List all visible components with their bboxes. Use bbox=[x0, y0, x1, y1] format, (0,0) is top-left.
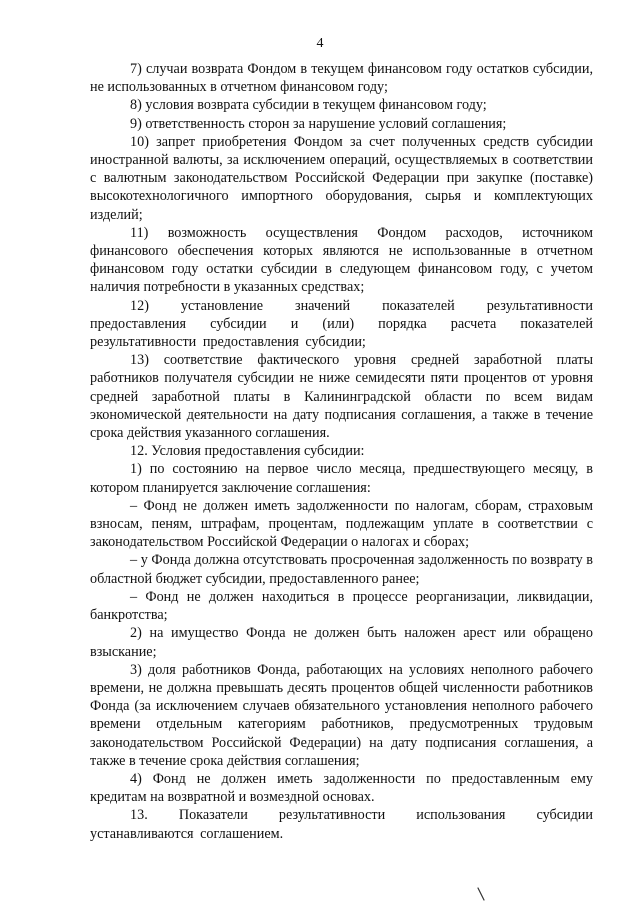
paragraph-item-8: 8) условия возврата субсидии в текущем финансовом году; bbox=[130, 97, 487, 114]
paragraph-item-7: 7) случаи возврата Фондом в текущем финансовом году остатков субсидии, не использованных в отчетном финансовом году; bbox=[90, 61, 593, 96]
paragraph-item-11: 11) возможность осуществления Фондом расходов, источником финансового обеспечения которых являются не использованные в отчетном финансовом году остатки субсидии в следующем финансовом году, с учетом наличия потребности в указанных средствах; bbox=[90, 224, 593, 296]
condition-1-dash-reorganization: – Фонд не должен находиться в процессе реорганизации, ликвидации, банкротства; bbox=[90, 588, 593, 624]
stray-pen-mark bbox=[476, 887, 486, 901]
paragraph-item-13: 13) соответствие фактического уровня средней заработной платы работников получателя субсидии не ниже семидесяти пяти процентов от уровня средней заработной платы в Калининградской области по всем видам экономической деятельности на дату подписания соглашения, а также в течение срока действия указанного соглашения. bbox=[90, 352, 593, 442]
document-body bbox=[90, 60, 593, 843]
paragraph-item-9: 9) ответственность сторон за нарушение условий соглашения; bbox=[130, 115, 507, 132]
paragraph-item-12: 12) установление значений показателей результативности предоставления субсидии и (или) порядка расчета показателей результативности предоставления субсидии; bbox=[90, 297, 593, 351]
condition-1-dash-taxes: – Фонд не должен иметь задолженности по налогам, сборам, страховым взносам, пеням, штрафам, процентам, подлежащим уплате в соответствии с законодательством Российской Федерации о налогах и сборах; bbox=[90, 497, 593, 551]
section-12-heading: 12. Условия предоставления субсидии: bbox=[130, 443, 365, 460]
condition-1: 1) по состоянию на первое число месяца, предшествующего месяцу, в котором планируется заключение соглашения: bbox=[90, 461, 593, 496]
condition-2: 2) на имущество Фонда не должен быть наложен арест или обращено взыскание; bbox=[90, 625, 593, 660]
condition-4: 4) Фонд не должен иметь задолженности по предоставленным ему кредитам на возвратной и возмездной основах. bbox=[90, 770, 593, 806]
section-13-paragraph: 13. Показатели результативности использования субсидии устанавливаются соглашением. bbox=[90, 807, 593, 842]
paragraph-item-10: 10) запрет приобретения Фондом за счет полученных средств субсидии иностранной валюты, за исключением операций, осуществляемых в соответствии с валютным законодательством Российской Федерации при закупке (поставке) высокотехнологичного импортного оборудования, сырья и комплектующих изделий; bbox=[90, 133, 593, 223]
page-number: 4 bbox=[316, 36, 324, 51]
condition-1-dash-overdue-debt: – у Фонда должна отсутствовать просроченная задолженность по возврату в областной бюджет субсидии, предоставленного ранее; bbox=[90, 552, 593, 587]
condition-3: 3) доля работников Фонда, работающих на условиях неполного рабочего времени, не должна превышать десять процентов общей численности работников Фонда (за исключением случаев обязательного установления неполного рабочего времени отдельным категориям работников, предусмотренных трудовым законодательством Российской Федерации) на дату подписания соглашения, а также в течение срока действия соглашения; bbox=[90, 661, 593, 769]
